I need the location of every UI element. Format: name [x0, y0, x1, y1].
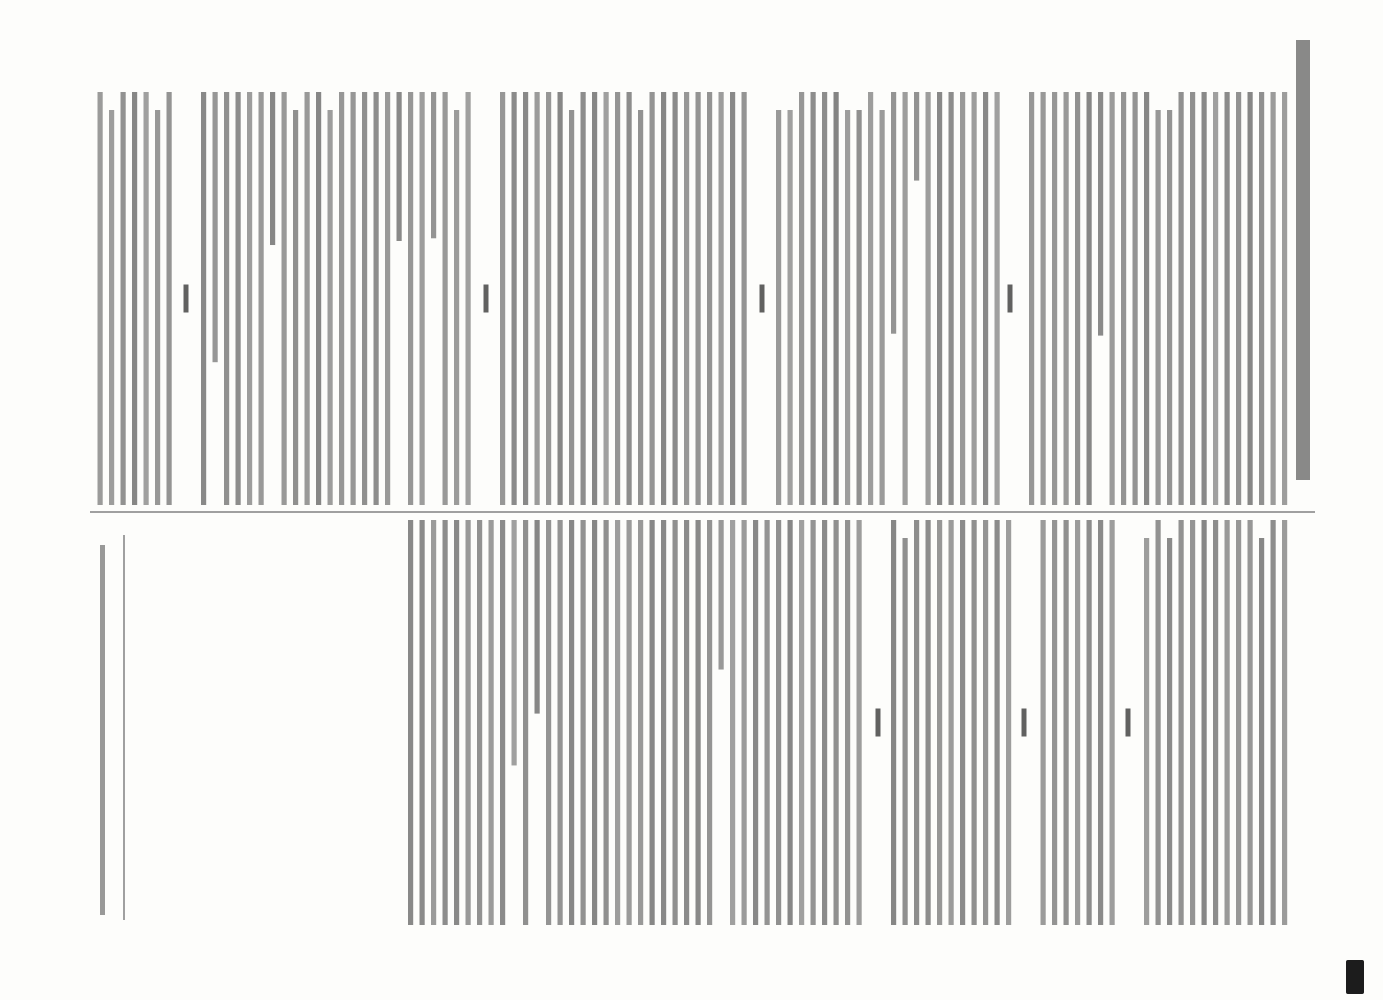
left-column-text-line: [247, 92, 252, 505]
right-column-text-line: [1156, 520, 1161, 925]
right-column-text-line: [719, 520, 724, 670]
left-column-text-line: [891, 92, 896, 334]
left-column-text-line: [627, 92, 632, 505]
right-column-text-line: [420, 520, 425, 925]
left-column-text-line: [776, 110, 781, 505]
left-column-text-line: [834, 92, 839, 505]
left-column-text-line: [799, 92, 804, 505]
left-column-text-line: [1282, 92, 1287, 505]
left-column-text-line: [684, 92, 689, 505]
right-column-text-line: [730, 520, 735, 925]
right-column-text-line: [443, 520, 448, 925]
right-column-text-line: [558, 520, 563, 925]
left-column-section-heading: [184, 285, 189, 313]
right-column-text-line: [1110, 520, 1115, 925]
left-column-text-line: [1190, 92, 1195, 505]
right-column-text-line: [799, 520, 804, 925]
left-column-text-line: [362, 92, 367, 505]
left-column-text-line: [1202, 92, 1207, 505]
right-column-text-line: [926, 520, 931, 925]
right-column-text-line: [742, 520, 747, 925]
right-column-text-line: [1075, 520, 1080, 925]
right-column-text-line: [546, 520, 551, 925]
left-column-text-line: [592, 92, 597, 505]
right-column-text-line: [845, 520, 850, 925]
left-column-text-line: [719, 92, 724, 505]
right-column-text-line: [972, 520, 977, 925]
right-column-text-line: [1087, 520, 1092, 925]
right-column-text-line: [673, 520, 678, 925]
right-column-section-heading: [876, 709, 881, 737]
right-column-text-line: [1259, 538, 1264, 925]
left-column-text-line: [270, 92, 275, 245]
right-column-text-line: [1144, 538, 1149, 925]
right-column-section-heading: [1126, 709, 1131, 737]
right-column: [408, 520, 1287, 925]
left-column-text-line: [144, 92, 149, 505]
left-column-text-line: [926, 92, 931, 505]
left-column-text-line: [857, 110, 862, 505]
right-column-text-line: [788, 520, 793, 925]
right-column-text-line: [707, 520, 712, 925]
right-column-text-line: [1167, 538, 1172, 925]
left-column-text-line: [351, 92, 356, 505]
left-column-text-line: [845, 110, 850, 505]
left-column-text-line: [454, 110, 459, 505]
right-column-text-line: [1041, 520, 1046, 925]
left-column-text-line: [960, 92, 965, 505]
right-column-text-line: [995, 520, 1000, 925]
left-column-text-line: [972, 92, 977, 505]
right-column-text-line: [523, 520, 528, 925]
left-column-text-line: [500, 92, 505, 505]
right-column-text-line: [592, 520, 597, 925]
left-column-text-line: [811, 92, 816, 505]
left-column-text-line: [650, 92, 655, 505]
left-column-text-line: [822, 92, 827, 505]
right-column-text-line: [512, 520, 517, 765]
left-column-text-line: [546, 92, 551, 505]
left-column-text-line: [673, 92, 678, 505]
left-column-text-line: [558, 92, 563, 505]
left-column-text-line: [328, 110, 333, 505]
right-column-text-line: [477, 520, 482, 925]
right-column-text-line: [1052, 520, 1057, 925]
left-column-text-line: [1236, 92, 1241, 505]
left-column-text-line: [305, 92, 310, 505]
left-column-text-line: [1075, 92, 1080, 505]
left-column-text-line: [1041, 92, 1046, 505]
left-column-text-line: [167, 92, 172, 505]
right-column-text-line: [822, 520, 827, 925]
right-column-text-line: [1202, 520, 1207, 925]
left-column-text-line: [638, 110, 643, 505]
left-column-text-line: [914, 92, 919, 181]
right-column-text-line: [834, 520, 839, 925]
right-column-text-line: [1236, 520, 1241, 925]
right-column-text-line: [638, 520, 643, 925]
left-column-text-line: [1179, 92, 1184, 505]
left-column-text-line: [293, 110, 298, 505]
right-column-text-line: [1179, 520, 1184, 925]
left-column-text-line: [98, 92, 103, 505]
left-column-text-line: [661, 92, 666, 505]
right-column-text-line: [696, 520, 701, 925]
right-column-text-line: [1225, 520, 1230, 925]
left-column-text-line: [581, 92, 586, 505]
right-column-text-line: [1282, 520, 1287, 925]
left-column-text-line: [385, 92, 390, 505]
left-column-text-line: [420, 92, 425, 505]
left-column-text-line: [868, 92, 873, 505]
right-column-text-line: [454, 520, 459, 925]
right-column-text-line: [1248, 520, 1253, 925]
left-column-text-line: [121, 92, 126, 505]
left-column-text-line: [224, 92, 229, 505]
left-column-text-line: [788, 110, 793, 505]
left-column-section-heading: [484, 285, 489, 313]
digitization-credit-strip: [1341, 0, 1381, 1000]
left-column-text-line: [1029, 92, 1034, 505]
left-column-text-line: [1144, 92, 1149, 505]
left-column-text-line: [443, 92, 448, 505]
left-column-text-line: [696, 92, 701, 505]
right-column-text-line: [1064, 520, 1069, 925]
right-column-text-line: [661, 520, 666, 925]
right-column-text-line: [903, 538, 908, 925]
right-column-text-line: [857, 520, 862, 925]
left-column-text-line: [408, 92, 413, 505]
left-column-text-line: [1121, 92, 1126, 505]
right-column-section-heading: [1022, 709, 1027, 737]
right-column-text-line: [765, 520, 770, 925]
right-column-text-line: [811, 520, 816, 925]
right-column-text-line: [1213, 520, 1218, 925]
left-column-text-line: [1167, 110, 1172, 505]
left-column: [98, 92, 1288, 505]
left-column-text-line: [282, 92, 287, 505]
left-column-text-line: [1225, 92, 1230, 505]
right-column-text-line: [650, 520, 655, 925]
left-column-text-line: [615, 92, 620, 505]
left-column-text-line: [316, 92, 321, 505]
left-column-text-line: [213, 92, 218, 362]
left-column-text-line: [730, 92, 735, 505]
left-column-text-line: [880, 110, 885, 505]
funding-logo-icon: [1346, 960, 1364, 994]
right-column-text-line: [776, 520, 781, 925]
right-column-text-line: [753, 520, 758, 925]
left-column-text-line: [1213, 92, 1218, 505]
right-column-text-line: [684, 520, 689, 925]
left-column-text-line: [995, 92, 1000, 505]
right-column-text-line: [615, 520, 620, 925]
right-column-text-line: [983, 520, 988, 925]
right-column-text-line: [535, 520, 540, 714]
left-column-text-line: [569, 110, 574, 505]
right-column-text-line: [1098, 520, 1103, 925]
left-column-text-line: [742, 92, 747, 505]
left-column-section-heading: [760, 285, 765, 313]
left-column-text-line: [259, 92, 264, 505]
left-column-text-line: [949, 92, 954, 505]
running-header-bar: [1296, 40, 1310, 480]
right-column-text-line: [937, 520, 942, 925]
right-column-text-line: [949, 520, 954, 925]
left-column-text-line: [1087, 92, 1092, 505]
right-column-text-line: [960, 520, 965, 925]
right-column-text-line: [1006, 520, 1011, 925]
left-column-text-line: [1156, 110, 1161, 505]
right-column-text-line: [1271, 520, 1276, 925]
left-column-text-line: [466, 92, 471, 505]
left-column-text-line: [1133, 92, 1138, 505]
right-column-text-line: [1190, 520, 1195, 925]
left-column-text-line: [523, 92, 528, 505]
right-column-text-line: [408, 520, 413, 925]
right-column-text-line: [914, 520, 919, 925]
right-column-text-line: [604, 520, 609, 925]
left-column-text-line: [431, 92, 436, 238]
left-column-section-heading: [1008, 285, 1013, 313]
left-column-text-line: [155, 110, 160, 505]
left-column-text-line: [339, 92, 344, 505]
left-column-text-line: [236, 92, 241, 505]
right-column-text-line: [891, 520, 896, 925]
left-column-text-line: [1259, 92, 1264, 505]
footnote-line: [100, 545, 105, 915]
left-column-text-line: [1248, 92, 1253, 505]
left-column-text-line: [132, 92, 137, 505]
left-column-text-line: [1098, 92, 1103, 336]
left-column-text-line: [512, 92, 517, 505]
right-column-text-line: [431, 520, 436, 925]
left-column-text-line: [535, 92, 540, 505]
left-column-text-line: [1064, 92, 1069, 505]
right-column-text-line: [569, 520, 574, 925]
right-column-text-line: [627, 520, 632, 925]
left-column-text-line: [109, 110, 114, 505]
left-column-text-line: [201, 92, 206, 505]
left-column-text-line: [604, 92, 609, 505]
left-column-text-line: [1052, 92, 1057, 505]
left-column-text-line: [707, 92, 712, 505]
right-column-text-line: [500, 520, 505, 925]
left-column-text-line: [1271, 92, 1276, 505]
left-column-text-line: [374, 92, 379, 505]
left-column-text-line: [983, 92, 988, 505]
left-column-text-line: [903, 92, 908, 505]
right-column-text-line: [466, 520, 471, 925]
left-column-text-line: [1110, 92, 1115, 505]
left-column-text-line: [397, 92, 402, 241]
left-column-text-line: [937, 92, 942, 505]
right-column-text-line: [489, 520, 494, 925]
right-column-text-line: [581, 520, 586, 925]
